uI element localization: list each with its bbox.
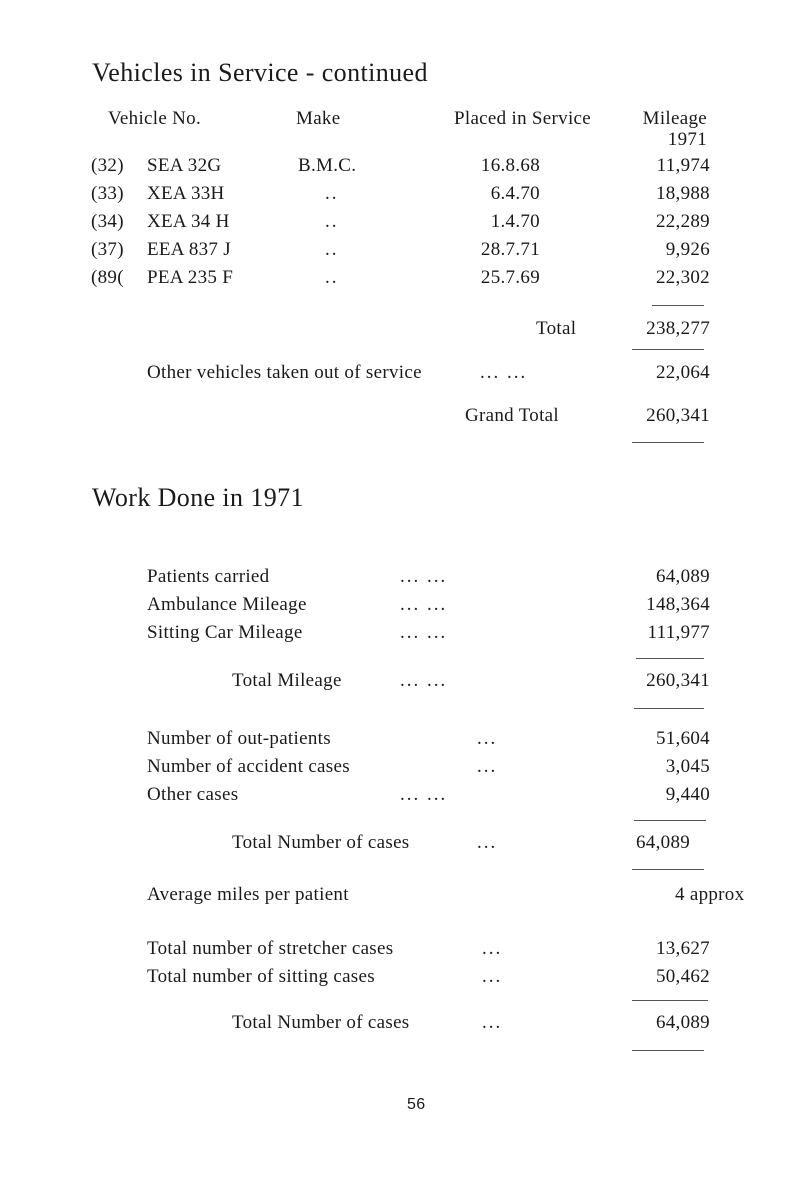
work-dots: ...	[477, 756, 498, 777]
vehicle-number: (89(	[91, 267, 124, 288]
work-label: Total Number of cases	[232, 1012, 410, 1033]
divider	[632, 349, 704, 350]
vehicle-registration: SEA 32G	[147, 155, 222, 176]
divider	[632, 1000, 708, 1001]
vehicle-number: (37)	[91, 239, 124, 260]
work-dots: ...	[482, 1012, 503, 1033]
divider	[632, 1050, 704, 1051]
work-dots: ... ...	[400, 622, 448, 643]
work-dots: ... ...	[400, 670, 448, 691]
work-label: Other cases	[147, 784, 239, 805]
vehicle-number: (33)	[91, 183, 124, 204]
vehicle-make: ..	[325, 211, 339, 232]
divider	[632, 869, 704, 870]
work-dots: ...	[477, 728, 498, 749]
header-placed-in-service: Placed in Service	[454, 108, 591, 129]
total-label: Total	[536, 318, 577, 339]
work-value: 50,462	[655, 966, 710, 987]
other-vehicles-value: 22,064	[655, 362, 710, 383]
vehicle-number: (34)	[91, 211, 124, 232]
vehicle-make: B.M.C.	[298, 155, 357, 176]
vehicle-mileage: 22,289	[655, 211, 710, 232]
vehicle-date: 16.8.68	[480, 155, 540, 176]
divider	[634, 820, 706, 821]
work-value: 64,089	[655, 566, 710, 587]
vehicle-mileage: 18,988	[655, 183, 710, 204]
header-mileage-year: 1971	[667, 129, 707, 150]
work-value: 64,089	[636, 832, 691, 853]
work-dots: ... ...	[400, 784, 448, 805]
work-dots: ... ...	[400, 594, 448, 615]
header-mileage: Mileage	[642, 108, 707, 129]
work-value: 111,977	[647, 622, 710, 643]
vehicle-date: 25.7.69	[480, 267, 540, 288]
vehicle-date: 6.4.70	[490, 183, 540, 204]
divider	[632, 442, 704, 443]
total-value: 238,277	[646, 318, 710, 339]
vehicle-make: ..	[325, 183, 339, 204]
work-value: 64,089	[655, 1012, 710, 1033]
page-number: 56	[407, 1096, 426, 1113]
vehicle-make: ..	[325, 267, 339, 288]
work-label: Average miles per patient	[147, 884, 349, 905]
other-vehicles-dots: ... ...	[480, 362, 528, 383]
grand-total-value: 260,341	[646, 405, 710, 426]
work-label: Number of accident cases	[147, 756, 350, 777]
page-title: Vehicles in Service - continued	[92, 58, 428, 87]
vehicle-mileage: 22,302	[655, 267, 710, 288]
vehicle-mileage: 11,974	[656, 155, 710, 176]
vehicle-registration: PEA 235 F	[147, 267, 234, 288]
other-vehicles-label: Other vehicles taken out of service	[147, 362, 422, 383]
header-make: Make	[296, 108, 341, 129]
grand-total-label: Grand Total	[465, 405, 559, 426]
work-value: 3,045	[665, 756, 710, 777]
vehicle-registration: XEA 34 H	[147, 211, 230, 232]
divider	[636, 658, 704, 659]
work-label: Ambulance Mileage	[147, 594, 307, 615]
vehicle-registration: XEA 33H	[147, 183, 225, 204]
work-label: Sitting Car Mileage	[147, 622, 303, 643]
vehicle-date: 1.4.70	[490, 211, 540, 232]
work-value: 4 approx	[675, 884, 745, 905]
vehicle-make: ..	[325, 239, 339, 260]
work-dots: ...	[477, 832, 498, 853]
section-title: Work Done in 1971	[92, 483, 304, 512]
work-dots: ...	[482, 966, 503, 987]
work-label: Patients carried	[147, 566, 270, 587]
work-label: Number of out-patients	[147, 728, 331, 749]
work-dots: ...	[482, 938, 503, 959]
work-dots: ... ...	[400, 566, 448, 587]
vehicle-registration: EEA 837 J	[147, 239, 231, 260]
vehicle-mileage: 9,926	[665, 239, 710, 260]
header-vehicle-no: Vehicle No.	[108, 108, 201, 129]
work-label: Total number of stretcher cases	[147, 938, 394, 959]
divider	[652, 305, 704, 306]
work-label: Total Number of cases	[232, 832, 410, 853]
work-value: 13,627	[655, 938, 710, 959]
work-value: 148,364	[646, 594, 710, 615]
work-value: 9,440	[665, 784, 710, 805]
work-label: Total number of sitting cases	[147, 966, 375, 987]
work-value: 260,341	[646, 670, 710, 691]
vehicle-number: (32)	[91, 155, 124, 176]
vehicle-date: 28.7.71	[480, 239, 540, 260]
divider	[634, 708, 704, 709]
work-value: 51,604	[655, 728, 710, 749]
work-label: Total Mileage	[232, 670, 342, 691]
